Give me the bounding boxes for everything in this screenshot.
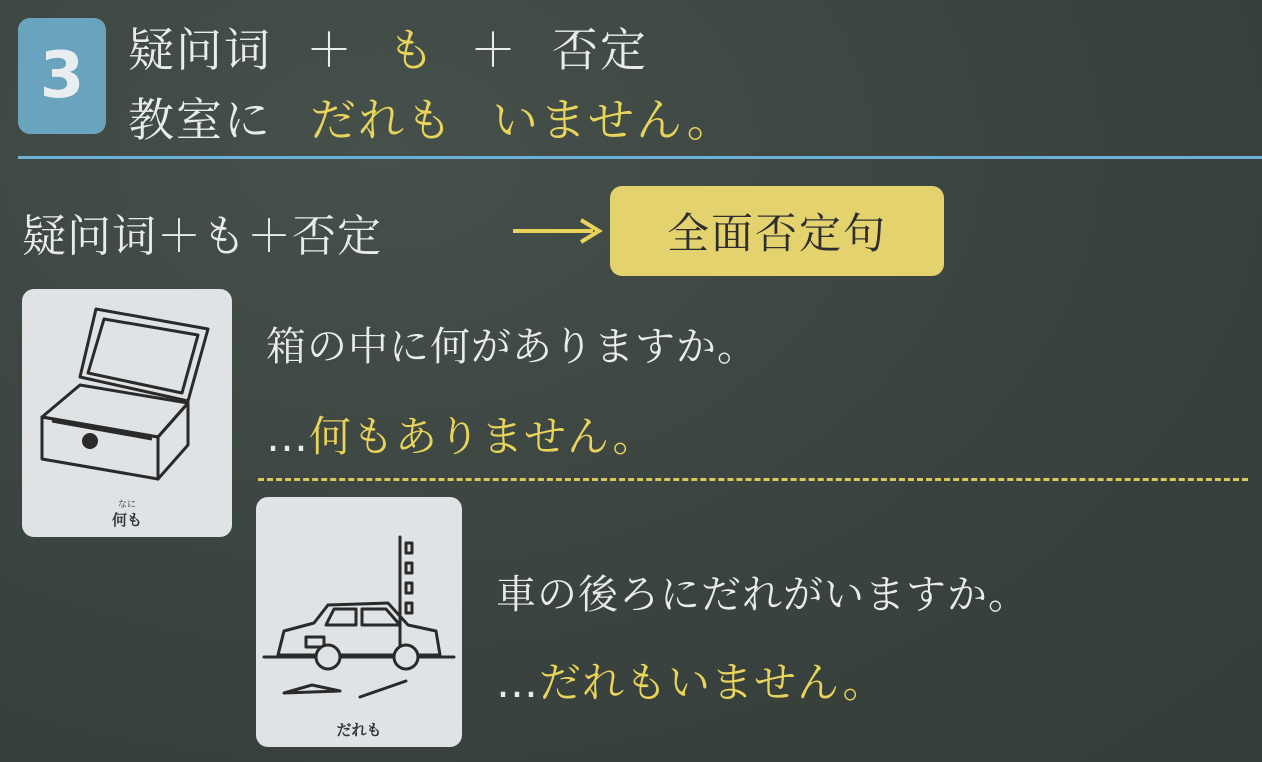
card-caption: 何も bbox=[111, 511, 142, 529]
car-illustration-card bbox=[256, 497, 462, 747]
section-number-badge: 3 bbox=[18, 18, 106, 134]
answer-text: だれもいません。 bbox=[539, 658, 886, 707]
result-label: 全面否定句 bbox=[610, 186, 944, 276]
dashed-divider bbox=[258, 478, 1248, 481]
box-illustration-card bbox=[22, 289, 232, 537]
formula-text: 疑问词＋も＋否定 bbox=[22, 211, 382, 262]
plus-sign: ＋ bbox=[470, 23, 518, 77]
negation-word: 否定 bbox=[552, 23, 648, 77]
arrow-right-icon bbox=[513, 216, 605, 246]
open-box-illustration bbox=[22, 289, 232, 499]
classroom-ni: 教室に bbox=[128, 93, 272, 147]
question-2: 車の後ろにだれがいますか。 bbox=[496, 572, 1029, 618]
interrogative-word: 疑问词 bbox=[128, 23, 272, 77]
answer-2 bbox=[496, 650, 886, 710]
car-illustration bbox=[256, 497, 462, 717]
question-1: 箱の中に何がありますか。 bbox=[266, 324, 758, 370]
ellipsis: … bbox=[266, 412, 309, 461]
mo-particle: も bbox=[388, 23, 436, 77]
answer-text: 何もありません。 bbox=[309, 412, 656, 461]
answer-1 bbox=[266, 404, 656, 464]
furigana: なに bbox=[118, 500, 137, 510]
example-sentence bbox=[128, 84, 773, 150]
card-caption: だれも bbox=[336, 721, 382, 739]
pattern-heading bbox=[128, 14, 682, 80]
daremo-word: だれも bbox=[310, 93, 454, 147]
ellipsis: … bbox=[496, 658, 539, 707]
plus-sign: ＋ bbox=[306, 23, 354, 77]
divider-line bbox=[18, 156, 1262, 159]
imasen-word: いません。 bbox=[492, 93, 735, 147]
